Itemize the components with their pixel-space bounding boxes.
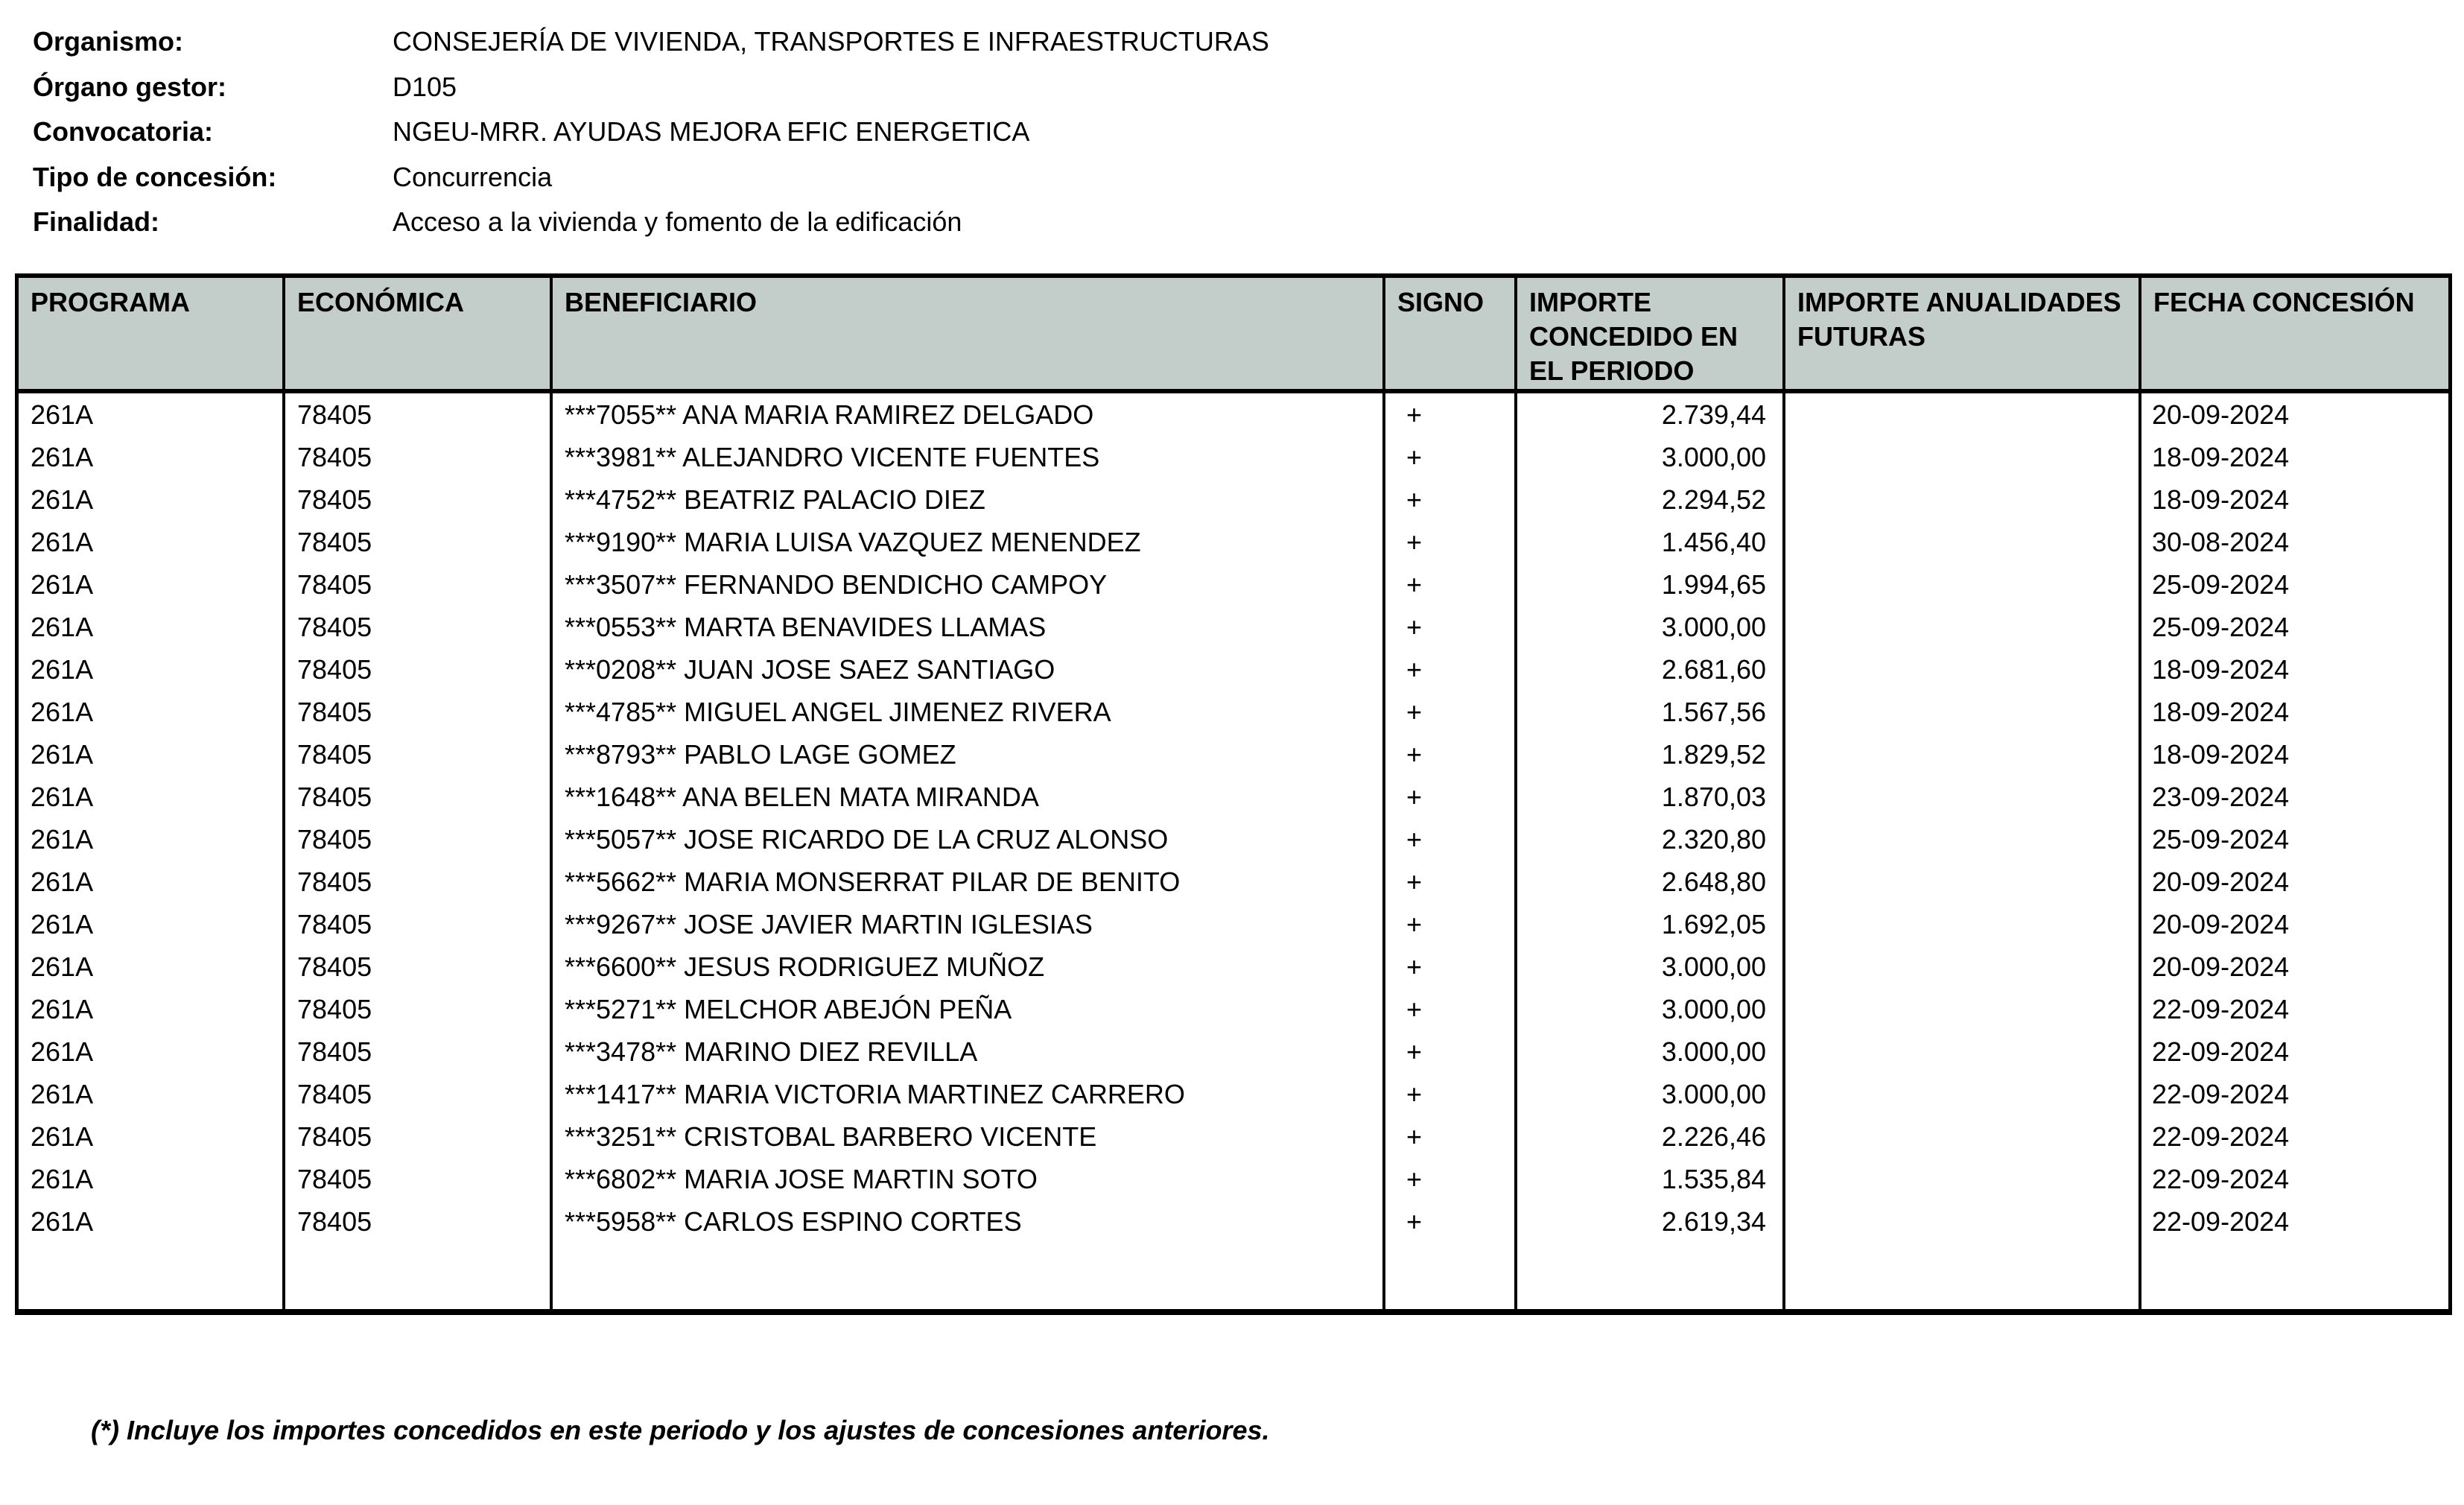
cell-economica: 78405 <box>285 945 553 988</box>
cell-programa: 261A <box>19 945 285 988</box>
table-row <box>19 903 2448 945</box>
cell-fecha: 18-09-2024 <box>2152 697 2290 727</box>
cell-economica: 78405 <box>285 393 553 436</box>
cell-signo: + <box>1385 478 1517 521</box>
column-header-signo: SIGNO <box>1385 278 1517 393</box>
cell-signo: + <box>1385 606 1517 648</box>
cell-programa: 261A <box>19 1030 285 1073</box>
table-row <box>19 861 2448 903</box>
cell-economica: 78405 <box>285 1158 553 1200</box>
cell-programa: 261A <box>19 648 285 691</box>
cell-importe_futuras <box>1785 818 2141 861</box>
cell-importe_periodo: 3.000,00 <box>1517 1073 1785 1115</box>
cell-importe_futuras <box>1785 1158 2141 1200</box>
cell-importe_futuras <box>1785 478 2141 521</box>
cell-fecha: 22-09-2024 <box>2152 1036 2290 1067</box>
cell-importe_periodo: 3.000,00 <box>1517 988 1785 1030</box>
info-value-organismo: CONSEJERÍA DE VIVIENDA, TRANSPORTES E INFRAESTRUCTURAS <box>393 26 1269 57</box>
cell-fecha: 22-09-2024 <box>2152 1079 2290 1109</box>
cell-economica: 78405 <box>285 1030 553 1073</box>
cell-importe_futuras <box>1785 1073 2141 1115</box>
cell-economica: 78405 <box>285 1200 553 1243</box>
cell-signo: + <box>1385 988 1517 1030</box>
info-value-organo-gestor: D105 <box>393 71 457 102</box>
table-row <box>19 945 2448 988</box>
cell-programa: 261A <box>19 1115 285 1158</box>
table-row <box>19 1158 2448 1200</box>
cell-importe_futuras <box>1785 1200 2141 1243</box>
info-row-organo-gestor <box>33 65 1269 110</box>
cell-beneficiario: ***9267** JOSE JAVIER MARTIN IGLESIAS <box>553 903 1385 945</box>
table-row <box>19 1115 2448 1158</box>
table-row <box>19 393 2448 436</box>
cell-fecha: 20-09-2024 <box>2152 951 2290 982</box>
cell-beneficiario: ***1417** MARIA VICTORIA MARTINEZ CARRERO <box>553 1073 1385 1115</box>
cell-importe_futuras <box>1785 606 2141 648</box>
info-label-finalidad: Finalidad: <box>33 206 159 238</box>
cell-economica: 78405 <box>285 521 553 563</box>
info-value-finalidad: Acceso a la vivienda y fomento de la edificación <box>393 206 962 238</box>
info-label-tipo-concesion: Tipo de concesión: <box>33 161 277 192</box>
cell-empty <box>1385 1243 1517 1309</box>
cell-economica: 78405 <box>285 563 553 606</box>
table-row <box>19 478 2448 521</box>
cell-importe_periodo: 3.000,00 <box>1517 606 1785 648</box>
cell-beneficiario: ***6600** JESUS RODRIGUEZ MUÑOZ <box>553 945 1385 988</box>
cell-signo: + <box>1385 563 1517 606</box>
cell-programa: 261A <box>19 988 285 1030</box>
info-label-convocatoria: Convocatoria: <box>33 116 214 148</box>
cell-economica: 78405 <box>285 691 553 733</box>
cell-beneficiario: ***3251** CRISTOBAL BARBERO VICENTE <box>553 1115 1385 1158</box>
cell-beneficiario: ***9190** MARIA LUISA VAZQUEZ MENENDEZ <box>553 521 1385 563</box>
cell-fecha: 20-09-2024 <box>2152 909 2290 940</box>
cell-importe_periodo: 2.739,44 <box>1517 393 1785 436</box>
cell-importe_periodo: 3.000,00 <box>1517 1030 1785 1073</box>
table-row <box>19 733 2448 776</box>
table-row <box>19 648 2448 691</box>
cell-signo: + <box>1385 945 1517 988</box>
cell-beneficiario: ***4752** BEATRIZ PALACIO DIEZ <box>553 478 1385 521</box>
cell-programa: 261A <box>19 691 285 733</box>
info-label-organismo: Organismo: <box>33 26 184 57</box>
cell-fecha: 22-09-2024 <box>2152 1206 2290 1237</box>
cell-economica: 78405 <box>285 1073 553 1115</box>
cell-empty <box>553 1243 1385 1309</box>
info-row-finalidad <box>33 200 1269 245</box>
cell-importe_periodo: 2.294,52 <box>1517 478 1785 521</box>
cell-empty <box>1517 1243 1785 1309</box>
cell-signo: + <box>1385 1158 1517 1200</box>
cell-fecha: 18-09-2024 <box>2152 484 2290 515</box>
cell-economica: 78405 <box>285 606 553 648</box>
cell-economica: 78405 <box>285 776 553 818</box>
cell-economica: 78405 <box>285 733 553 776</box>
column-header-importe-anualidades: IMPORTE ANUALIDADES FUTURAS <box>1785 278 2141 393</box>
cell-signo: + <box>1385 861 1517 903</box>
cell-signo: + <box>1385 733 1517 776</box>
cell-fecha: 22-09-2024 <box>2152 1164 2290 1194</box>
cell-empty <box>1785 1243 2141 1309</box>
cell-beneficiario: ***7055** ANA MARIA RAMIREZ DELGADO <box>553 393 1385 436</box>
cell-fecha: 20-09-2024 <box>2152 866 2290 897</box>
grants-table <box>15 273 2452 1315</box>
cell-importe_futuras <box>1785 733 2141 776</box>
cell-signo: + <box>1385 1030 1517 1073</box>
cell-importe_periodo: 1.870,03 <box>1517 776 1785 818</box>
table-row <box>19 1073 2448 1115</box>
table-filler-row <box>19 1243 2448 1309</box>
cell-signo: + <box>1385 521 1517 563</box>
column-header-fecha-concesion: FECHA CONCESIÓN <box>2141 278 2448 393</box>
cell-beneficiario: ***1648** ANA BELEN MATA MIRANDA <box>553 776 1385 818</box>
info-row-organismo <box>33 19 1269 65</box>
cell-importe_futuras <box>1785 1115 2141 1158</box>
cell-beneficiario: ***0553** MARTA BENAVIDES LLAMAS <box>553 606 1385 648</box>
footnote: (*) Incluye los importes concedidos en este periodo y los ajustes de concesiones anteriores. <box>91 1415 1270 1445</box>
cell-importe_futuras <box>1785 988 2141 1030</box>
info-label-organo-gestor: Órgano gestor: <box>33 71 227 102</box>
cell-importe_futuras <box>1785 903 2141 945</box>
cell-economica: 78405 <box>285 861 553 903</box>
cell-importe_futuras <box>1785 861 2141 903</box>
table-row <box>19 776 2448 818</box>
cell-beneficiario: ***5271** MELCHOR ABEJÓN PEÑA <box>553 988 1385 1030</box>
cell-programa: 261A <box>19 563 285 606</box>
cell-fecha: 25-09-2024 <box>2152 824 2290 855</box>
cell-importe_periodo: 1.829,52 <box>1517 733 1785 776</box>
cell-importe_periodo: 2.226,46 <box>1517 1115 1785 1158</box>
cell-economica: 78405 <box>285 903 553 945</box>
cell-beneficiario: ***5958** CARLOS ESPINO CORTES <box>553 1200 1385 1243</box>
table-row <box>19 818 2448 861</box>
cell-importe_futuras <box>1785 563 2141 606</box>
table-row <box>19 563 2448 606</box>
cell-beneficiario: ***4785** MIGUEL ANGEL JIMENEZ RIVERA <box>553 691 1385 733</box>
info-value-tipo-concesion: Concurrencia <box>393 161 553 192</box>
cell-importe_futuras <box>1785 521 2141 563</box>
cell-signo: + <box>1385 1200 1517 1243</box>
cell-programa: 261A <box>19 1200 285 1243</box>
cell-signo: + <box>1385 436 1517 478</box>
cell-signo: + <box>1385 903 1517 945</box>
cell-programa: 261A <box>19 903 285 945</box>
cell-empty <box>19 1243 285 1309</box>
column-header-economica: ECONÓMICA <box>285 278 553 393</box>
cell-importe_futuras <box>1785 436 2141 478</box>
cell-programa: 261A <box>19 733 285 776</box>
cell-importe_periodo: 3.000,00 <box>1517 436 1785 478</box>
cell-importe_futuras <box>1785 945 2141 988</box>
cell-importe_futuras <box>1785 393 2141 436</box>
cell-importe_periodo: 1.994,65 <box>1517 563 1785 606</box>
cell-fecha: 20-09-2024 <box>2152 399 2290 430</box>
cell-importe_futuras <box>1785 691 2141 733</box>
cell-importe_periodo: 3.000,00 <box>1517 945 1785 988</box>
cell-beneficiario: ***8793** PABLO LAGE GOMEZ <box>553 733 1385 776</box>
cell-economica: 78405 <box>285 818 553 861</box>
cell-beneficiario: ***6802** MARIA JOSE MARTIN SOTO <box>553 1158 1385 1200</box>
cell-signo: + <box>1385 776 1517 818</box>
cell-programa: 261A <box>19 1073 285 1115</box>
cell-programa: 261A <box>19 478 285 521</box>
info-row-tipo-concesion <box>33 155 1269 200</box>
cell-importe_futuras <box>1785 648 2141 691</box>
info-value-convocatoria: NGEU-MRR. AYUDAS MEJORA EFIC ENERGETICA <box>393 116 1030 148</box>
cell-fecha: 22-09-2024 <box>2152 1121 2290 1152</box>
cell-signo: + <box>1385 691 1517 733</box>
cell-fecha: 18-09-2024 <box>2152 442 2290 472</box>
table-row <box>19 436 2448 478</box>
cell-signo: + <box>1385 393 1517 436</box>
cell-programa: 261A <box>19 1158 285 1200</box>
cell-importe_periodo: 1.535,84 <box>1517 1158 1785 1200</box>
cell-beneficiario: ***3981** ALEJANDRO VICENTE FUENTES <box>553 436 1385 478</box>
table-row <box>19 988 2448 1030</box>
cell-economica: 78405 <box>285 988 553 1030</box>
cell-economica: 78405 <box>285 1115 553 1158</box>
cell-beneficiario: ***5662** MARIA MONSERRAT PILAR DE BENITO <box>553 861 1385 903</box>
cell-beneficiario: ***3507** FERNANDO BENDICHO CAMPOY <box>553 563 1385 606</box>
cell-fecha: 18-09-2024 <box>2152 654 2290 685</box>
cell-fecha: 18-09-2024 <box>2152 739 2290 770</box>
cell-importe_periodo: 2.320,80 <box>1517 818 1785 861</box>
column-header-importe-periodo: IMPORTE CONCEDIDO EN EL PERIODO <box>1517 278 1785 393</box>
cell-signo: + <box>1385 818 1517 861</box>
cell-beneficiario: ***5057** JOSE RICARDO DE LA CRUZ ALONSO <box>553 818 1385 861</box>
cell-programa: 261A <box>19 606 285 648</box>
cell-fecha: 25-09-2024 <box>2152 569 2290 600</box>
cell-programa: 261A <box>19 393 285 436</box>
cell-fecha: 22-09-2024 <box>2152 994 2290 1024</box>
cell-signo: + <box>1385 648 1517 691</box>
cell-signo: + <box>1385 1115 1517 1158</box>
cell-programa: 261A <box>19 436 285 478</box>
cell-programa: 261A <box>19 861 285 903</box>
cell-empty <box>2141 1243 2448 1309</box>
column-header-programa: PROGRAMA <box>19 278 285 393</box>
table-row <box>19 691 2448 733</box>
cell-beneficiario: ***0208** JUAN JOSE SAEZ SANTIAGO <box>553 648 1385 691</box>
info-row-convocatoria <box>33 110 1269 155</box>
table-row <box>19 1200 2448 1243</box>
cell-economica: 78405 <box>285 478 553 521</box>
cell-importe_periodo: 1.692,05 <box>1517 903 1785 945</box>
table-row <box>19 606 2448 648</box>
cell-programa: 261A <box>19 818 285 861</box>
cell-importe_periodo: 1.456,40 <box>1517 521 1785 563</box>
cell-programa: 261A <box>19 521 285 563</box>
column-header-beneficiario: BENEFICIARIO <box>553 278 1385 393</box>
cell-signo: + <box>1385 1073 1517 1115</box>
cell-fecha: 30-08-2024 <box>2152 527 2290 557</box>
cell-importe_futuras <box>1785 1030 2141 1073</box>
cell-programa: 261A <box>19 776 285 818</box>
info-block <box>33 19 1269 245</box>
cell-empty <box>285 1243 553 1309</box>
cell-importe_futuras <box>1785 776 2141 818</box>
cell-importe_periodo: 2.681,60 <box>1517 648 1785 691</box>
cell-importe_periodo: 2.648,80 <box>1517 861 1785 903</box>
cell-fecha: 23-09-2024 <box>2152 782 2290 812</box>
cell-economica: 78405 <box>285 436 553 478</box>
cell-importe_periodo: 2.619,34 <box>1517 1200 1785 1243</box>
table-header-row <box>19 278 2448 393</box>
cell-importe_periodo: 1.567,56 <box>1517 691 1785 733</box>
table-row <box>19 1030 2448 1073</box>
cell-beneficiario: ***3478** MARINO DIEZ REVILLA <box>553 1030 1385 1073</box>
table-body <box>19 393 2448 1309</box>
cell-economica: 78405 <box>285 648 553 691</box>
table-row <box>19 521 2448 563</box>
cell-fecha: 25-09-2024 <box>2152 612 2290 642</box>
